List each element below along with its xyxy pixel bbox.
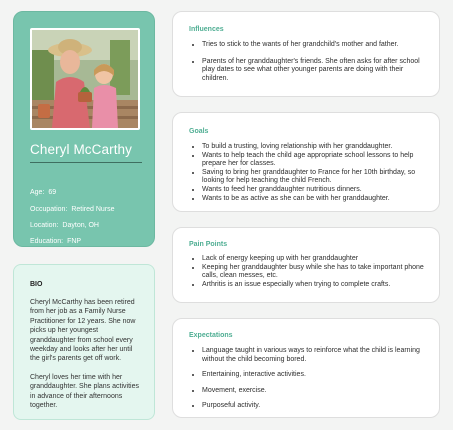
location-row bbox=[30, 222, 99, 229]
occupation-row bbox=[30, 206, 115, 213]
bio-card bbox=[13, 264, 155, 420]
profile-photo bbox=[30, 28, 140, 130]
list-item: • Wants to be as active as she can be with her granddaughter. bbox=[202, 195, 427, 204]
pain-points-section bbox=[172, 227, 440, 303]
age-row bbox=[30, 189, 56, 196]
list-item: • Parents of her granddaughter's friends. She often asks for after school play dates to see what other younger parents are doing with their children. bbox=[202, 58, 427, 84]
occupation-label: Occupation: bbox=[30, 206, 68, 213]
bio-title: BIO bbox=[30, 281, 43, 288]
education-value: FNP bbox=[67, 238, 82, 245]
age-label: Age: bbox=[30, 189, 45, 196]
goals-title: Goals bbox=[189, 128, 209, 135]
persona-name: Cheryl McCarthy bbox=[30, 142, 142, 163]
list-item: • To build a trusting, loving relationship with her granddaughter. bbox=[202, 143, 427, 152]
pain-points-list bbox=[189, 255, 427, 289]
profile-card bbox=[13, 11, 155, 247]
influences-title: Influences bbox=[189, 26, 224, 33]
bio-paragraph: Cheryl McCarthy has been retired from her job as a Family Nurse Practitioner for 12 years. She now picks up her youngest granddaughter from school every weekday and looks after her until the girl's parents get off work. bbox=[30, 299, 136, 363]
occupation-value: Retired Nurse bbox=[71, 206, 115, 213]
list-item: • Language taught in various ways to reinforce what the child is learning without the child becoming bored. bbox=[202, 347, 427, 364]
education-label: Education: bbox=[30, 238, 64, 245]
list-item: • Keeping her granddaughter busy while she has to take important phone calls, clean messes, etc. bbox=[202, 264, 427, 281]
goals-section bbox=[172, 112, 440, 212]
list-item: • Lack of energy keeping up with her granddaughter bbox=[202, 255, 427, 264]
influences-list bbox=[189, 41, 427, 83]
list-item: • Saving to bring her granddaughter to France for her 10th birthday, so looking for help teaching the child French. bbox=[202, 169, 427, 186]
education-row bbox=[30, 238, 81, 245]
expectations-list bbox=[189, 347, 427, 411]
bio-paragraph: Cheryl loves her time with her granddaughter. She plans activities in advance of their afternoons together. bbox=[30, 373, 139, 410]
list-item: • Wants to help teach the child age appropriate school lessons to help prepare her for classes. bbox=[202, 152, 427, 169]
goals-list bbox=[189, 143, 427, 203]
list-item: • Tries to stick to the wants of her grandchild's mother and father. bbox=[202, 41, 427, 50]
list-item: • Arthritis is an issue especially when trying to complete crafts. bbox=[202, 281, 427, 290]
pain-points-title: Pain Points bbox=[189, 241, 228, 248]
grandmother-granddaughter-image bbox=[32, 30, 138, 128]
list-item: • Wants to feed her granddaughter nutritious dinners. bbox=[202, 186, 427, 195]
expectations-section bbox=[172, 318, 440, 418]
list-item: • Purposeful activity. bbox=[202, 402, 427, 411]
age-value: 69 bbox=[48, 189, 57, 196]
expectations-title: Expectations bbox=[189, 332, 233, 339]
list-item: • Entertaining, interactive activities. bbox=[202, 371, 427, 380]
list-item: • Movement, exercise. bbox=[202, 387, 427, 396]
location-label: Location: bbox=[30, 222, 59, 229]
influences-section bbox=[172, 11, 440, 97]
location-value: Dayton, OH bbox=[62, 222, 99, 229]
